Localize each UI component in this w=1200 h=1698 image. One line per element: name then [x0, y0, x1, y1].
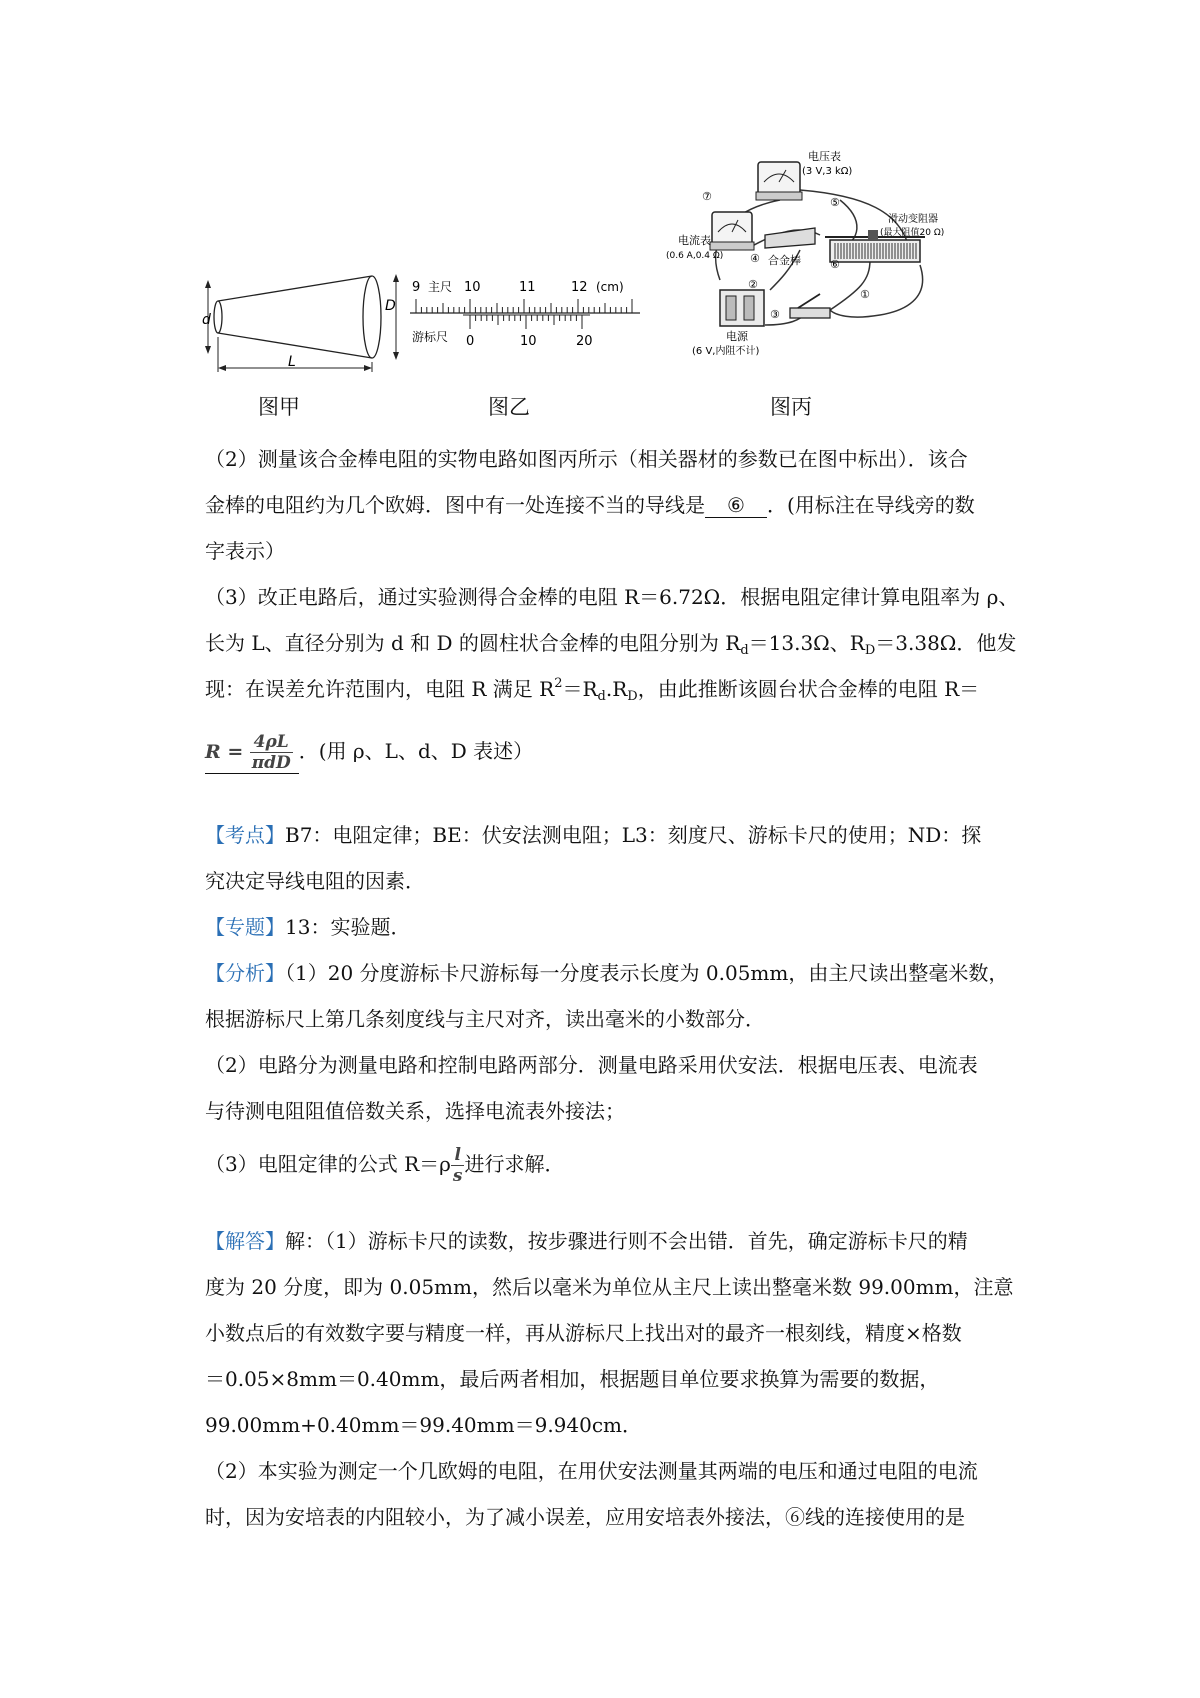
fenxi-formula-fraction: $\frac{l}{s}$ — [452, 1145, 463, 1186]
kaodian-line2: 究决定导线电阻的因素． — [205, 869, 425, 893]
vernier-tick-10: 10 — [520, 334, 537, 349]
q2-answer-blank: ⑥ — [705, 493, 767, 518]
figure-yi-vernier — [408, 275, 648, 375]
main-scale-label: 主尺 — [428, 280, 453, 294]
main-tick-10: 10 — [464, 280, 481, 295]
q2-line2: 金棒的电阻约为几个欧姆．图中有一处连接不当的导线是 ⑥ ．(用标注在导线旁的数 — [205, 493, 975, 517]
switch-icon — [790, 294, 830, 318]
voltmeter-icon — [756, 162, 802, 200]
figure-bing-circuit — [666, 140, 960, 385]
jieda-line2: 度为 20 分度，即为 0.05mm，然后以毫米为单位从主尺上读出整毫米数 99.00mm，注意 — [205, 1275, 1014, 1299]
cone-D-label: D — [385, 298, 396, 314]
power-spec: (6 V,内阻不计) — [692, 346, 760, 357]
voltmeter-label: 电压表 — [808, 150, 841, 163]
jieda-line4: ＝0.05×8mm＝0.40mm，最后两者相加，根据题目单位要求换算为需要的数据， — [205, 1367, 940, 1391]
q2-line3: 字表示） — [205, 539, 285, 563]
voltmeter-spec: (3 V,3 kΩ) — [802, 166, 853, 177]
vernier-tick-20: 20 — [576, 334, 593, 349]
kaodian-line1: 【考点】B7：电阻定律；BE：伏安法测电阻；L3：刻度尺、游标卡尺的使用；ND：探 — [205, 823, 982, 847]
rod-label: 合金棒 — [768, 254, 801, 267]
jieda-line5: 99.00mm+0.40mm＝99.40mm＝9.940cm． — [205, 1413, 643, 1437]
jieda-tag: 【解答】 — [205, 1229, 285, 1253]
main-tick-11: 11 — [519, 280, 536, 295]
wire-label-4: ④ — [750, 252, 760, 265]
main-tick-9: 9 — [412, 280, 421, 295]
fenxi-line2: 根据游标尺上第几条刻度线与主尺对齐，读出毫米的小数部分． — [205, 1007, 765, 1031]
battery-icon — [720, 290, 764, 326]
vernier-tick-0: 0 — [466, 334, 475, 349]
ammeter-spec: (0.6 A,0.4 Ω) — [666, 251, 724, 261]
ammeter-icon — [710, 212, 754, 250]
ammeter-label: 电流表 — [678, 234, 711, 247]
fenxi-tag: 【分析】 — [205, 961, 285, 985]
vernier-scale-ticks — [470, 315, 582, 329]
wire-label-2: ② — [748, 278, 758, 291]
kaodian-tag: 【考点】 — [205, 823, 285, 847]
q3-line4: R = $\frac{4\rho L}{\text{πdD}}$ ．(用 ρ、L、d、D 表述） — [205, 732, 534, 773]
wire-label-7: ① — [860, 288, 870, 301]
figure-jia-caption: 图甲 — [258, 395, 300, 419]
jieda-line6: （2）本实验为测定一个几欧姆的电阻，在用伏安法测量其两端的电压和通过电阻的电流 — [205, 1459, 978, 1483]
jieda-line7: 时，因为安培表的内阻较小，为了减小误差，应用安培表外接法，⑥线的连接使用的是 — [205, 1505, 965, 1529]
jieda-line3: 小数点后的有效数字要与精度一样，再从游标尺上找出对的最齐一根刻线，精度×格数 — [205, 1321, 962, 1345]
zhuanti-line: 【专题】13：实验题． — [205, 915, 411, 939]
figure-yi-caption: 图乙 — [488, 395, 530, 419]
cone-d-label: d — [202, 312, 211, 328]
q3-line3: 现：在误差允许范围内，电阻 R 满足 $R^2=R_d.R_D$，由此推断该圆台状合金棒的电阻 R＝ — [205, 676, 980, 704]
alloy-rod-icon — [765, 228, 815, 248]
q2-line1: （2）测量该合金棒电阻的实物电路如图丙所示（相关器材的参数已在图中标出）．该合 — [205, 447, 968, 471]
wire-label-1: ⑦ — [702, 190, 712, 203]
power-label: 电源 — [726, 330, 748, 343]
cone-L-label: L — [288, 354, 296, 370]
main-scale-ticks — [416, 299, 632, 313]
vernier-scale-label: 游标尺 — [412, 330, 449, 344]
fenxi-line3: （2）电路分为测量电路和控制电路两部分．测量电路采用伏安法．根据电压表、电流表 — [205, 1053, 978, 1077]
main-tick-12: 12 — [571, 280, 588, 295]
fenxi-line1: 【分析】（1）20 分度游标卡尺游标每一分度表示长度为 0.05mm，由主尺读出整毫米数， — [205, 961, 1009, 985]
unit-label: (cm) — [596, 280, 624, 294]
wire-label-3: ③ — [770, 308, 780, 321]
q3-line1: （3）改正电路后，通过实验测得合金棒的电阻 R＝6.72Ω．根据电阻定律计算电阻率为 ρ、 — [205, 585, 1019, 609]
figures-region — [0, 0, 1200, 430]
figure-jia-cone — [200, 262, 410, 377]
q3-answer-formula: R = $\frac{4\rho L}{\text{πdD}}$ — [205, 732, 299, 774]
wire-label-5: ⑤ — [830, 196, 840, 209]
fenxi-line5: （3）电阻定律的公式 R＝ρ $\frac{l}{s}$ 进行求解． — [205, 1145, 565, 1186]
wire-label-6: ⑥ — [830, 258, 840, 271]
zhuanti-tag: 【专题】 — [205, 915, 285, 939]
q3-line2: 长为 L、直径分别为 d 和 D 的圆柱状合金棒的电阻分别为 $R_d=13.3\Omega$、$R_D=3.38\Omega$．他发 — [205, 631, 1017, 658]
rheostat-spec: (最大阻值20 Ω) — [880, 228, 945, 238]
figure-bing-caption: 图丙 — [770, 395, 812, 419]
jieda-line1: 【解答】解：（1）游标卡尺的读数，按步骤进行则不会出错．首先，确定游标卡尺的精 — [205, 1229, 968, 1253]
rheostat-label: 滑动变阻器 — [888, 214, 938, 225]
fenxi-line4: 与待测电阻阻值倍数关系，选择电流表外接法； — [205, 1099, 625, 1123]
